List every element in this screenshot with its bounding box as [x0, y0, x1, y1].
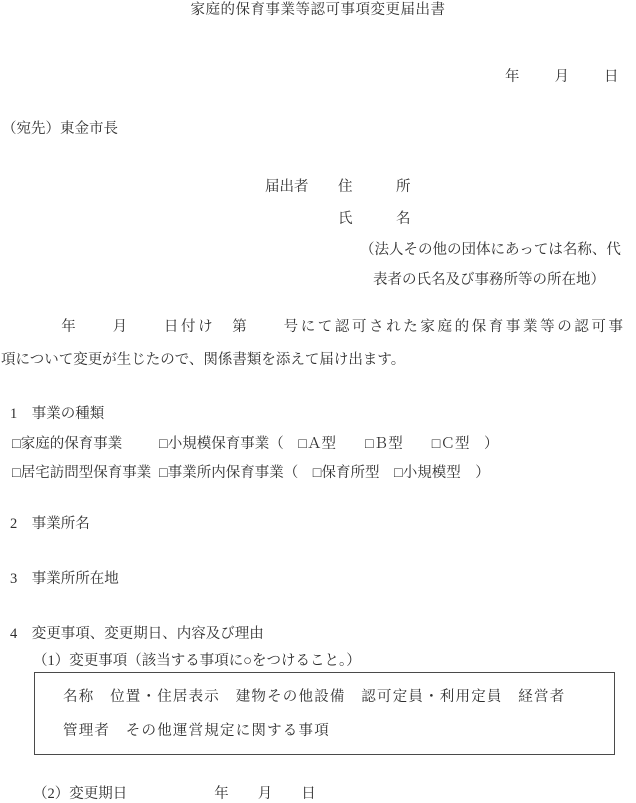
checkbox-label: Ｂ型 [373, 436, 432, 452]
change-items-box [34, 672, 615, 755]
checkbox-label: 居宅訪問型保育事業 [20, 465, 152, 481]
change-items-line1: 名称 位置・住居表示 建物その他設備 認可定員・利用定員 経営者 [63, 689, 566, 705]
checkbox-kyotaku-homon-gata-hoiku-icon[interactable]: □ [12, 465, 21, 481]
page-title: 家庭的保育事業等認可事項変更届出書 [190, 2, 446, 18]
change-items-line2: 管理者 その他運営規定に関する事項 [63, 723, 330, 739]
checkbox-label: 小規模保育事業（ [167, 436, 299, 452]
corporate-note-line2: 表者の氏名及び事務所等の所在地） [373, 272, 605, 288]
business-type-cell-2 [12, 465, 159, 482]
checkbox-jigyoshonai-hoiku-jigyo-icon[interactable]: □ [159, 465, 168, 481]
section4-sub2: （2）変更期日 年 月 日 [33, 786, 316, 802]
checkbox-label: Ａ型 [307, 436, 366, 452]
checkbox-label: 保育所型 [321, 465, 395, 481]
applicant-label: 届出者 [265, 179, 309, 195]
checkbox-a-gata-icon[interactable]: □ [298, 436, 308, 452]
corporate-note-line1: （法人その他の団体にあっては名称、代 [360, 242, 621, 258]
checkbox-label: 家庭的保育事業 [20, 436, 123, 452]
checkbox-hoikusho-gata-icon[interactable]: □ [312, 465, 322, 481]
addressee-line: （宛先）東金市長 [2, 121, 118, 137]
checkbox-kateiteki-hoiku-jigyo-icon[interactable]: □ [12, 436, 21, 452]
applicant-address-label: 住 所 [338, 179, 411, 195]
section2-heading: 2 事業所名 [10, 516, 90, 532]
business-type-cell-1 [12, 436, 159, 453]
section4-sub1: （1）変更事項（該当する事項に○をつけること。） [33, 653, 361, 669]
checkbox-shokibo-hoiku-jigyo-icon[interactable]: □ [159, 436, 168, 452]
body-line1: 年 月 日付け 第 号にて認可された家庭的保育事業等の認可事 [10, 319, 626, 335]
business-type-row-2 [12, 465, 490, 482]
section4-heading: 4 変更事項、変更期日、内容及び理由 [10, 626, 264, 642]
checkbox-b-gata-icon[interactable]: □ [365, 436, 374, 452]
section1-heading: 1 事業の種類 [10, 406, 105, 422]
section3-heading: 3 事業所所在地 [10, 571, 119, 587]
body-line2: 項について変更が生じたので、関係書類を添えて届け出ます。 [1, 352, 406, 368]
checkbox-label: 小規模型 ） [402, 465, 490, 481]
checkbox-label: Ｃ型 ） [440, 436, 499, 452]
business-type-row-1 [12, 436, 499, 453]
checkbox-shokibo-gata-icon[interactable]: □ [394, 465, 403, 481]
applicant-name-label: 氏 名 [338, 211, 411, 227]
checkbox-label: 事業所内保育事業（ [167, 465, 313, 481]
header-date-line: 年 月 日 [505, 69, 621, 85]
checkbox-c-gata-icon[interactable]: □ [431, 436, 441, 452]
